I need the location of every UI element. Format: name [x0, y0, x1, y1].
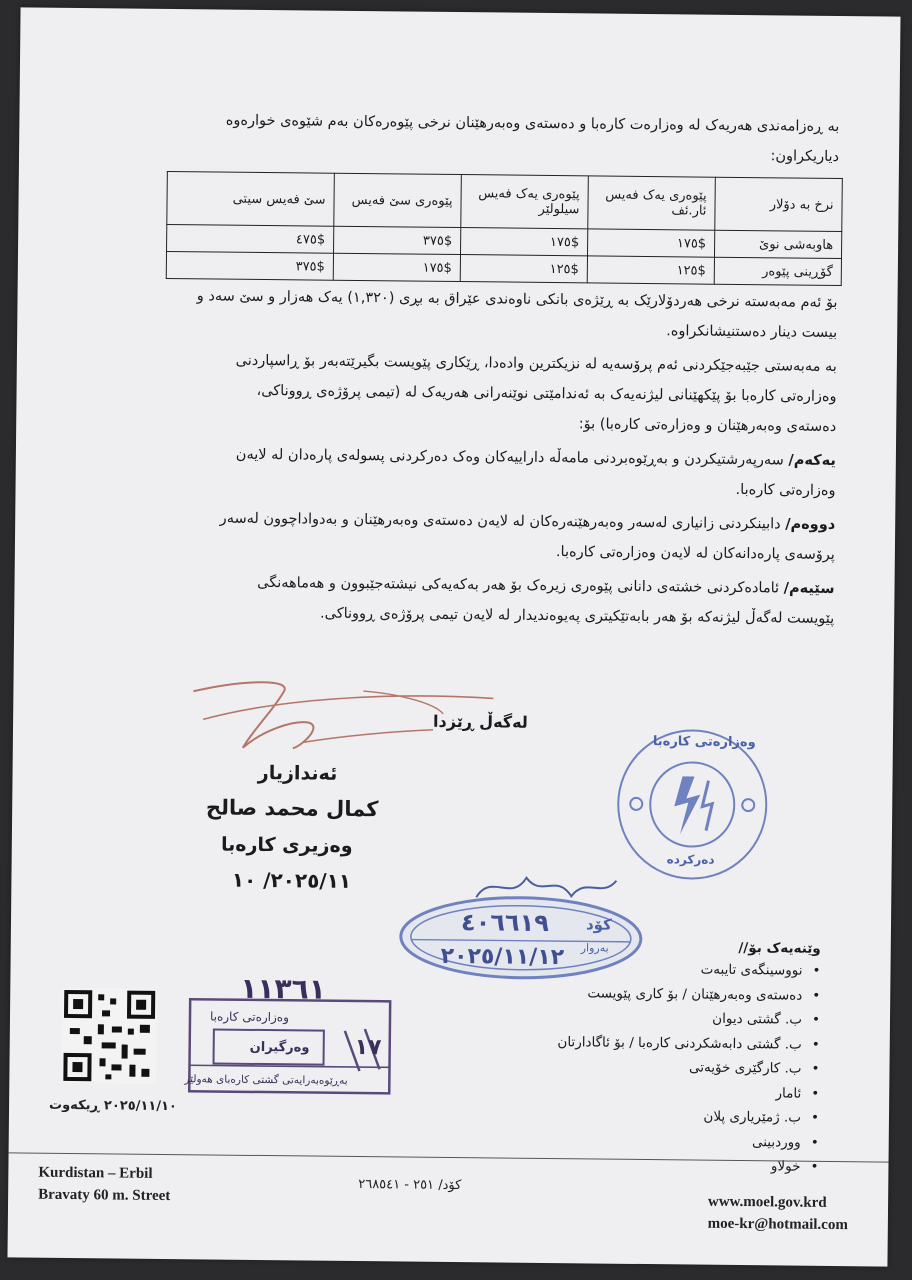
table-cell: $١٢٥ — [587, 256, 714, 284]
paragraph-line: وەزارەتی کارەبا بۆ پێکهێنانی لیژنەیەک بە ئەندامێتی نوێنەرانی هەریەک لە (تیمی پرۆژەی ڕووناکی، — [256, 382, 837, 405]
list-item: • دەستەی وەبەرهێنان / بۆ کاری پێویست — [460, 980, 820, 1008]
cc-list — [458, 937, 820, 1179]
paragraph-line: بۆ ئەم مەبەستە نرخی هەردۆلارێک بە ڕێژەی بانکی ناوەندی عێراق بە بڕی (١,٣٢٠) یەک هەزار و سێ سەد و — [196, 288, 838, 311]
qr-code — [61, 988, 157, 1084]
intro-line-2: دیاریکراون: — [770, 148, 840, 166]
paragraph-line: وەزارەتی کارەبا. — [735, 481, 836, 499]
paragraph-line: بیست دینار دەستنیشانکراوە. — [666, 323, 838, 341]
footer-address — [38, 1162, 171, 1207]
footer-address-line-2: Bravaty 60 m. Street — [38, 1186, 171, 1205]
code-stamp-label: کۆد — [585, 915, 612, 934]
handwritten-note — [471, 867, 621, 909]
intro-line-1: بە ڕەزامەندی هەریەک لە وەزارەت کارەبا و دەستەی وەبەرهێنان نرخی پێوەرەکان بەم شێوەی خوارەوە — [225, 112, 840, 136]
signature-date: ٢٠٢٥/١١/ ١٠ — [231, 867, 352, 893]
paragraph-line: پێویست لەگەڵ لیژنەکە بۆ هەر بابەتێکیتری پەیوەندیدار لە لایەن تیمی پرۆژەی ڕووناکی. — [319, 605, 835, 627]
table-header: نرخ بە دۆلار — [715, 177, 843, 231]
price-table — [166, 171, 843, 286]
item-label: سێیەم/ — [783, 580, 835, 597]
table-cell: گۆڕینی پێوەر — [714, 257, 841, 285]
received-number: ١١٣٦١ — [240, 971, 326, 1006]
footer-email[interactable]: moe-kr@hotmail.com — [707, 1215, 848, 1234]
paragraph-line: بە مەبەستی جێبەجێکردنی ئەم پرۆسەیە لە نزیکترین وادەدا، ڕێکاری پێویست بگیرێتەبەر بۆ ڕاسپاردنی — [235, 352, 837, 375]
item-label: دووەم/ — [785, 516, 836, 533]
item-label: یەکەم/ — [788, 452, 836, 469]
table-row — [166, 251, 841, 285]
footer-code — [358, 1177, 461, 1193]
received-line-3: بەڕێوەبەرایەتی گشتی کارەبای هەولێر — [184, 1073, 348, 1087]
table-cell: $٤٧٥ — [167, 224, 334, 253]
intro-text — [99, 104, 840, 172]
table-cell: $١٧٥ — [587, 229, 714, 257]
body-text — [94, 280, 838, 634]
table-header: پێوەری یەک فەیس ئار.ئف — [588, 176, 716, 230]
table-header-row — [167, 171, 843, 231]
list-item: • ب. گشتی دیوان — [460, 1004, 820, 1032]
regards-text: لەگەڵ ڕێزدا — [433, 711, 528, 732]
footer-code-label: کۆد/ — [438, 1177, 462, 1194]
table-cell: $١٧٥ — [461, 228, 588, 256]
table-header: سێ فەیس سیتی — [167, 171, 335, 226]
item-text: دابینکردنی زانیاری لەسەر وەبەرهێنەرەکان لە لایەن دەستەی وەبەرهێنان و بەدواداچوون لەسەر — [219, 510, 781, 533]
signer-title: ئەندازیار — [257, 761, 338, 785]
list-item: • ئامار — [459, 1078, 819, 1106]
paragraph-line: پرۆسەی پارەدانەکان لە لایەن وەزارەتی کارەبا. — [555, 544, 835, 563]
list-item: • خولاو — [458, 1151, 818, 1179]
table-cell: $١٢٥ — [460, 255, 587, 283]
table-cell: $٣٧٥ — [334, 226, 461, 254]
table-cell: $١٧٥ — [333, 253, 460, 281]
table-header: پێوەری یەک فەیس سیلولێر — [461, 175, 589, 229]
received-date: ٢٠٢٥/١١/١٠ ڕیکەوت — [48, 1097, 177, 1115]
list-item: • ب. ژمێریاری پلان — [459, 1102, 819, 1130]
signer-position: وەزیری کارەبا — [220, 833, 353, 857]
item-text: ئامادەکردنی خشتەی دانانی پێوەری زیرەک بۆ هەر بەکەیەکی نیشتەجێبوون و هەماهەنگی — [257, 574, 780, 597]
received-line-2: وەرگیران — [249, 1039, 310, 1056]
footer-website[interactable]: www.moel.gov.krd — [707, 1193, 827, 1211]
signer-name: کمال محمد صالح — [205, 795, 379, 822]
list-item: • نووسینگەی تایبەت — [460, 955, 820, 983]
footer-contact — [708, 1191, 849, 1236]
table-cell: $٣٧٥ — [166, 251, 333, 280]
list-item: • ب. گشتی دابەشکردنی کارەبا / بۆ ئاگادارتان — [460, 1029, 820, 1057]
table-header: پێوەری سێ فەیس — [334, 173, 462, 227]
paragraph-line: دەستەی وەبەرهێنان و وەزارەتی کارەبا) بۆ: — [578, 416, 837, 435]
code-stamp-code: ٤٠٦٦١٩ — [460, 908, 550, 938]
list-item: • ووردبینی — [459, 1127, 819, 1155]
received-line-1: وەزارەتی کارەبا — [209, 1009, 289, 1025]
seal-top-text: وەزارەتی کارەبا — [652, 734, 756, 751]
page-footer — [8, 1152, 889, 1232]
item-text: سەرپەرشتیکردن و بەڕێوەبردنی مامەڵە داراییەکان وەک دەرکردنی پسولەی پارەدان لە لایەن — [235, 446, 784, 469]
seal-bottom-text: دەرکردە — [666, 852, 715, 867]
code-stamp-number: ٢٠٢٥/١١/١٢ — [440, 943, 565, 971]
footer-address-line-1: Kurdistan – Erbil — [38, 1164, 153, 1182]
code-stamp-sub: بەروار — [580, 941, 609, 955]
footer-code-value: ٢٥١ - ٢٦٨٥٤١ — [358, 1177, 435, 1193]
document-page — [7, 7, 900, 1266]
list-item: • ب. کارگێری خۆیەتی — [459, 1053, 819, 1081]
table-cell: هاوبەشی نوێ — [714, 230, 841, 258]
received-side: ١٧ — [354, 1034, 382, 1061]
cc-title: وێنەیەک بۆ// — [738, 939, 821, 957]
